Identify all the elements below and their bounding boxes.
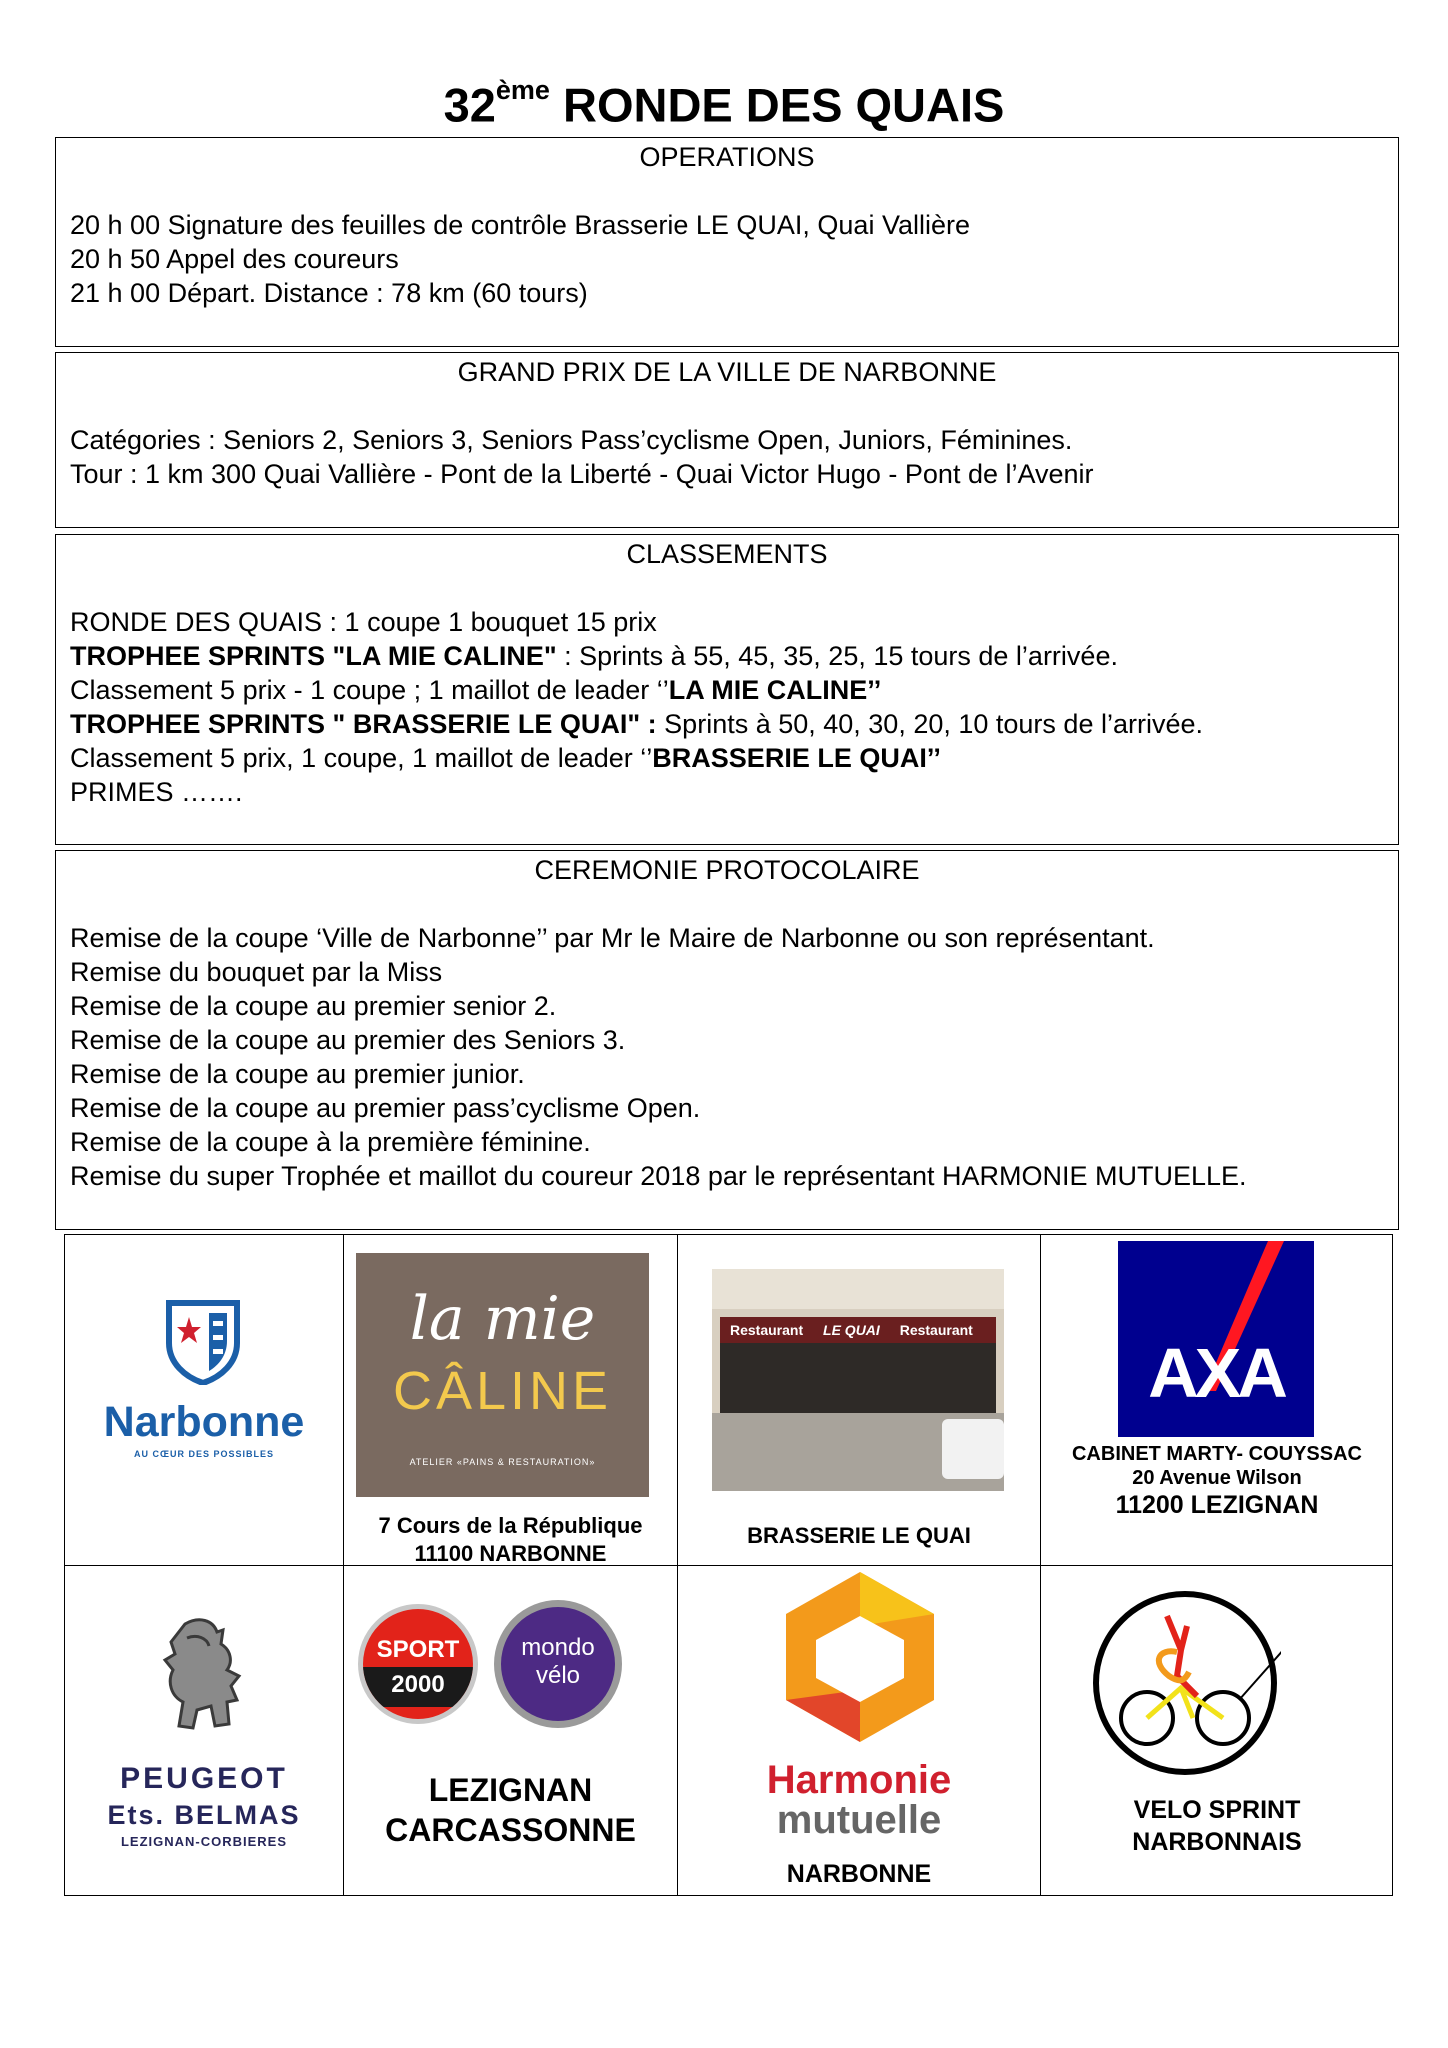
sponsor-velo-sprint: [1041, 1566, 1393, 1895]
sponsor-harmonie-mutuelle: [678, 1566, 1041, 1895]
ceremonie-line: Remise de la coupe à la première féminine.: [70, 1127, 591, 1157]
la-mie-caline-logo: [356, 1253, 649, 1497]
trophy-name: TROPHEE SPRINTS "LA MIE CALINE": [70, 641, 557, 671]
lamie-logo-sub: ATELIER «PAINS & RESTAURATION»: [409, 1457, 596, 1467]
title-suffix: ème: [495, 75, 550, 105]
ceremonie-line: Remise de la coupe au premier senior 2.: [70, 991, 557, 1021]
ceremonie-line: Remise du bouquet par la Miss: [70, 957, 443, 987]
sponsor-narbonne: [65, 1235, 344, 1566]
ceremonie-section: [55, 850, 1399, 1230]
ceremonie-heading: CEREMONIE PROTOCOLAIRE: [534, 855, 920, 885]
ceremonie-line: Remise de la coupe au premier des Seniors 3.: [70, 1025, 626, 1055]
harmonie-caption: NARBONNE: [786, 1860, 932, 1888]
page-title: [0, 66, 1448, 136]
harmonie-hexagon-icon: [776, 1566, 944, 1752]
ceremonie-line: Remise de la coupe ‘Ville de Narbonne’’ par Mr le Maire de Narbonne ou son représentant.: [70, 923, 1155, 953]
axa-line1: CABINET MARTY- COUYSSAC: [1071, 1443, 1362, 1465]
peugeot-line1: PEUGEOT: [120, 1762, 288, 1795]
operations-line: 20 h 50 Appel des coureurs: [70, 244, 399, 274]
classement-line: [70, 639, 1398, 673]
leader-jersey-name: LA MIE CALINE’’: [668, 675, 882, 705]
brasserie-sign-right: Restaurant: [899, 1322, 973, 1338]
grand-prix-line: Catégories : Seniors 2, Seniors 3, Seniors Pass’cyclisme Open, Juniors, Féminines.: [70, 425, 1073, 455]
peugeot-line3: LEZIGNAN-CORBIERES: [120, 1834, 288, 1849]
classement-line: RONDE DES QUAIS : 1 coupe 1 bouquet 15 prix: [70, 607, 657, 637]
axa-line3: 11200 LEZIGNAN: [1115, 1491, 1319, 1519]
classement-text: Classement 5 prix, 1 coupe, 1 maillot de leader ‘’: [70, 743, 653, 773]
axa-line2: 20 Avenue Wilson: [1132, 1467, 1302, 1489]
title-text: RONDE DES QUAIS: [563, 78, 1005, 132]
sponsor-sport2000-mondovelo: [344, 1566, 678, 1895]
title-number: 32: [443, 78, 496, 132]
brasserie-caption: BRASSERIE LE QUAI: [747, 1523, 971, 1548]
operations-line: 21 h 00 Départ. Distance : 78 km (60 tours): [70, 278, 588, 308]
sport2000-text1: SPORT: [376, 1636, 460, 1663]
trophy-detail: Sprints à 50, 40, 30, 20, 10 tours de l’arrivée.: [656, 709, 1203, 739]
velo-line2: NARBONNAIS: [1132, 1828, 1302, 1856]
sport2000-text2: 2000: [363, 1667, 473, 1707]
mondovelo-text2: vélo: [535, 1662, 581, 1689]
sport2000-logo: [358, 1604, 478, 1724]
ceremonie-line: Remise de la coupe au premier pass’cyclisme Open.: [70, 1093, 701, 1123]
sport-line1: LEZIGNAN: [428, 1772, 593, 1808]
grand-prix-heading: GRAND PRIX DE LA VILLE DE NARBONNE: [457, 357, 997, 387]
sponsor-la-mie-caline: [344, 1235, 678, 1566]
sponsor-grid: [64, 1234, 1393, 1896]
trophy-name: TROPHEE SPRINTS " BRASSERIE LE QUAI" :: [70, 709, 657, 739]
narbonne-shield-icon: [165, 1299, 241, 1385]
classement-text: Classement 5 prix - 1 coupe ; 1 maillot de leader ‘’: [70, 675, 669, 705]
classement-line: [70, 673, 1398, 707]
mondovelo-logo: [494, 1600, 622, 1728]
sport-line2: CARCASSONNE: [385, 1812, 636, 1848]
brasserie-photo: [712, 1269, 1004, 1491]
ceremonie-line: Remise du super Trophée et maillot du coureur 2018 par le représentant HARMONIE MUTUELLE.: [70, 1161, 1247, 1191]
brasserie-sign-center: LE QUAI: [823, 1322, 880, 1338]
classement-line: [70, 741, 1398, 775]
classements-section: [55, 534, 1399, 845]
brasserie-sign-left: Restaurant: [730, 1322, 804, 1338]
operations-line: 20 h 00 Signature des feuilles de contrôle Brasserie LE QUAI, Quai Vallière: [70, 210, 970, 240]
grand-prix-line: Tour : 1 km 300 Quai Vallière - Pont de la Liberté - Quai Victor Hugo - Pont de l’Avenir: [70, 459, 1094, 489]
harmonie-logo-line1: Harmonie: [766, 1758, 952, 1802]
mondovelo-text1: mondo: [521, 1634, 595, 1661]
narbonne-tagline: AU CŒUR DES POSSIBLES: [133, 1449, 275, 1459]
classement-line: PRIMES …….: [70, 777, 243, 807]
lamie-logo-line2: CÂLINE: [392, 1361, 613, 1421]
classement-line: [70, 707, 1398, 741]
operations-section: [55, 137, 1399, 347]
grand-prix-section: [55, 352, 1399, 528]
leader-jersey-name: BRASSERIE LE QUAI’’: [652, 743, 941, 773]
velo-line1: VELO SPRINT: [1133, 1796, 1301, 1824]
axa-logo: [1118, 1241, 1314, 1437]
narbonne-logo-text: Narbonne: [103, 1398, 305, 1446]
operations-heading: OPERATIONS: [639, 142, 815, 172]
lamie-logo-line1: la mie: [409, 1284, 596, 1354]
ceremonie-line: Remise de la coupe au premier junior.: [70, 1059, 525, 1089]
sponsor-peugeot: [65, 1566, 344, 1895]
sponsor-axa: [1041, 1235, 1393, 1566]
trophy-detail: : Sprints à 55, 45, 35, 25, 15 tours de l’arrivée.: [556, 641, 1118, 671]
sponsor-brasserie-le-quai: [678, 1235, 1041, 1566]
classements-heading: CLASSEMENTS: [626, 539, 828, 569]
peugeot-lion-icon: [147, 1616, 257, 1732]
harmonie-logo-line2: mutuelle: [776, 1798, 942, 1842]
peugeot-line2: Ets. BELMAS: [107, 1800, 301, 1830]
cyclist-icon: [1089, 1588, 1281, 1778]
lamie-address-line1: 7 Cours de la République: [378, 1513, 643, 1538]
axa-logo-text: AXA: [1148, 1334, 1284, 1412]
lamie-address-line2: 11100 NARBONNE: [414, 1541, 607, 1566]
